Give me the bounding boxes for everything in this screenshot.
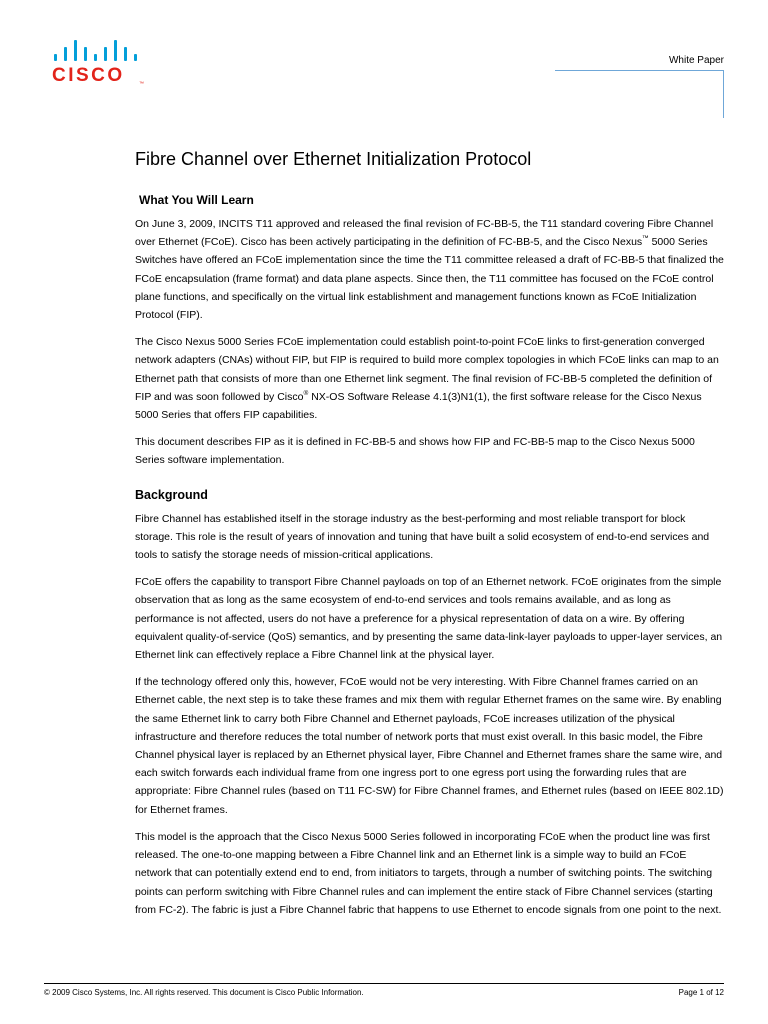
paragraph: On June 3, 2009, INCITS T11 approved and released the final revision of FC-BB-5, the T11 standard covering Fibre Channel over Ethernet (FCoE). Cisco has been actively participating in the definition of FC-BB-5, and the Cisco Nexus™ 5000 Series Switches have offered an FCoE implementation since the time the T11 committee released a draft of FC-BB-5 that finalized the FCoE encapsulation (frame format) and data plane aspects. Since then, the T11 committee has focused on the FCoE control plane functions, and specifically on the virtual link establishment and management functions known as FCoE Initialization Protocol (FIP). <box>135 218 724 322</box>
footer-copyright: © 2009 Cisco Systems, Inc. All rights reserved. This document is Cisco Public Information. <box>44 988 364 997</box>
header-frame-top-rule <box>555 70 724 71</box>
paragraph: FCoE offers the capability to transport Fibre Channel payloads on top of an Ethernet network. FCoE originates from the simple observation that as long as the same ecosystem of end-to-end services and tools remains available, and as long as performance is not affected, users do not have a preference for a physical representation of data on a wire. By offering equivalent quality-of-service (QoS) semantics, and by presenting the same data-link-layer payloads to upper-layer services, an Ethernet link can effectively replace a Fibre Channel link at the physical layer. <box>135 576 723 662</box>
document-body <box>135 192 725 928</box>
paragraph: The Cisco Nexus 5000 Series FCoE implementation could establish point-to-point FCoE links to first-generation converged network adapters (CNAs) without FIP, but FIP is required to build more complex topologies in which FCoE links can map to an Ethernet path that consists of more than one Ethernet link segment. The final revision of FC-BB-5 completed the definition of FIP and was soon followed by Cisco® NX-OS Software Release 4.1(3)N1(1), the first software release for the Cisco Nexus 5000 Series that offers FIP capabilities. <box>135 336 719 422</box>
footer-page-number: Page 1 of 12 <box>678 988 724 997</box>
section-heading-background: Background <box>135 487 208 502</box>
trademark-mark: ™ <box>139 81 144 87</box>
section-heading-what-you-will-learn: What You Will Learn <box>139 193 254 207</box>
paragraph: If the technology offered only this, however, FCoE would not be very interesting. With Fibre Channel frames carried on an Ethernet cable, the next step is to take these frames and mix them with regular Ethernet frames on the same wire. By enabling the same Ethernet link to carry both Fibre Channel and Ethernet payloads, FCoE increases utilization of the physical infrastructure and therefore reduces the total number of network ports that must exist overall. In this basic model, the Fibre Channel physical layer is replaced by an Ethernet physical layer, Fibre Channel and Ethernet frames share the same wire, and each switch forwards each individual frame from one ingress port to one egress port using the forwarding rules that are appropriate: Fibre Channel rules (based on T11 FC-SW) for Fibre Channel frames, and Ethernet rules (based on IEEE 802.1D) for Ethernet frames. <box>135 676 724 816</box>
cisco-wordmark: CISCO <box>52 65 125 86</box>
paragraph: This document describes FIP as it is defined in FC-BB-5 and shows how FIP and FC-BB-5 map to the Cisco Nexus 5000 Series software implementation. <box>135 436 695 467</box>
registered-mark: ® <box>303 389 309 397</box>
trademark-mark: ™ <box>642 235 649 243</box>
cisco-bridge-bars-icon <box>52 37 142 61</box>
page-title: Fibre Channel over Ethernet Initialization Protocol <box>135 149 532 169</box>
header-frame-right-rule <box>723 70 724 118</box>
paragraph: Fibre Channel has established itself in the storage industry as the best-performing and most reliable transport for block storage. This role is the result of years of innovation and tuning that have built a solid ecosystem of end-to-end services and tools to satisfy the storage needs of mission-critical applications. <box>135 512 710 562</box>
document-type-label: White Paper <box>668 55 724 66</box>
cisco-logo <box>52 37 142 89</box>
paragraph: This model is the approach that the Cisco Nexus 5000 Series followed in incorporating FCoE when the product line was first released. The one-to-one mapping between a Fibre Channel link and an Ethernet link is a simple way to build an FCoE network that can potentially extend end to end, from initiators to targets, through a number of switching points. The switching points can perform switching with Fibre Channel rules and can implement the entire stack of Fibre Channel services (starting from FC-2). The fabric is just a Fibre Channel fabric that happens to use Ethernet to encode signals from one point to the next. <box>135 830 722 916</box>
footer-rule <box>44 983 724 984</box>
